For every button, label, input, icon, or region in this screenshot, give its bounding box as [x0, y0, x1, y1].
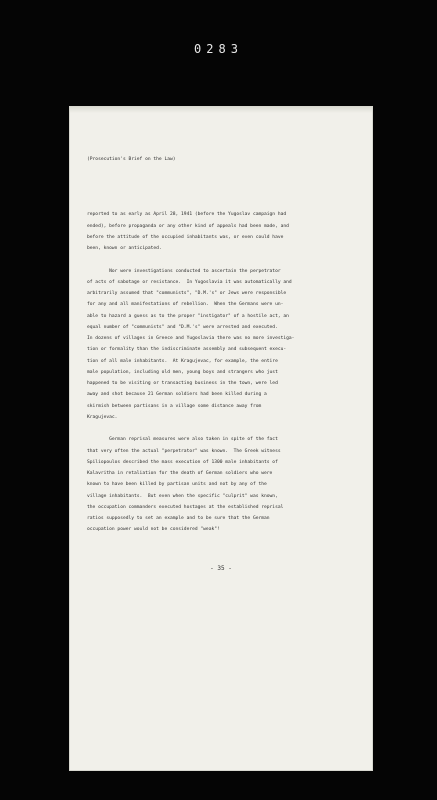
- text-line: ratios supposedly to set an example and to be sure that the German: [87, 516, 270, 521]
- text-line: that very often the actual "perpetrator" was known. The Greek witness: [87, 448, 281, 454]
- page-number: - 35 -: [210, 565, 232, 572]
- text-line: village inhabitants. But even when the specific "culprit" was known,: [87, 493, 278, 499]
- text-line: Kragujevac.: [87, 414, 118, 420]
- text-line: away and shot because 21 German soldiers had been killed during a: [87, 392, 267, 398]
- paragraph-gap: [87, 423, 364, 434]
- text-line: male population, including old men, young boys and strangers who just: [87, 369, 278, 375]
- text-line: before the attitude of the occupied inhabitants was, or even could have: [87, 234, 284, 240]
- page-edge-shadow: [70, 107, 372, 113]
- text-line: Kalavritha in retaliation for the death of German soldiers who were: [87, 471, 273, 476]
- text-line: German reprisal measures were also taken in spite of the fact: [87, 437, 278, 443]
- text-line: skirmish between partisans in a village some distance away from: [87, 403, 262, 409]
- text-line: occupation power would not be considered "weak"!: [87, 527, 220, 533]
- text-line: for any and all manifestations of rebellion. When the Germans were un-: [87, 302, 284, 308]
- text-line: known to have been killed by partisan units and not by any of the: [87, 482, 267, 488]
- text-line: the occupation commanders executed hostages at the established reprisal: [87, 504, 284, 510]
- text-line: equal number of "communists" and "D.M.'s" were arrested and executed.: [87, 324, 278, 330]
- text-line: of acts of sabotage or resistance. In Yugoslavia it was automatically and: [87, 279, 292, 285]
- text-line: able to hazard a guess as to the proper "instigator" of a hostile act, an: [87, 313, 289, 319]
- text-line: been, known or anticipated.: [87, 246, 162, 251]
- text-line: Nor were investigations conducted to ascertain the perpetrator: [87, 268, 281, 274]
- text-line: tion of all male inhabitants. At Kragujevac, for example, the entire: [87, 358, 278, 364]
- text-line: arbitrarily assumed that "communists", "D.M.'s" or Jews were responsible: [87, 291, 287, 296]
- text-line: reported to as early as April 28, 1941 (before the Yugoslav campaign had: [87, 212, 287, 218]
- document-heading: (Prosecution's Brief on the Law): [87, 156, 176, 162]
- text-line: tion or formality than the indiscriminate assembly and subsequent execu-: [87, 347, 287, 353]
- text-line: ended), before propaganda or any other kind of appeals had been made, and: [87, 223, 289, 229]
- document-page: [70, 107, 372, 770]
- text-line: In dozens of villages in Greece and Yugoslavia there was no more investiga-: [87, 336, 295, 341]
- text-line: Spiliopoulos described the mass execution of 1300 male inhabitants of: [87, 459, 278, 465]
- paragraph-gap: [87, 254, 364, 265]
- document-paragraphs: [87, 209, 364, 535]
- text-line: happened to be visiting or transacting business in the town, were led: [87, 381, 278, 386]
- document-body: [87, 131, 364, 558]
- microfilm-frame-number: 0283: [194, 42, 243, 56]
